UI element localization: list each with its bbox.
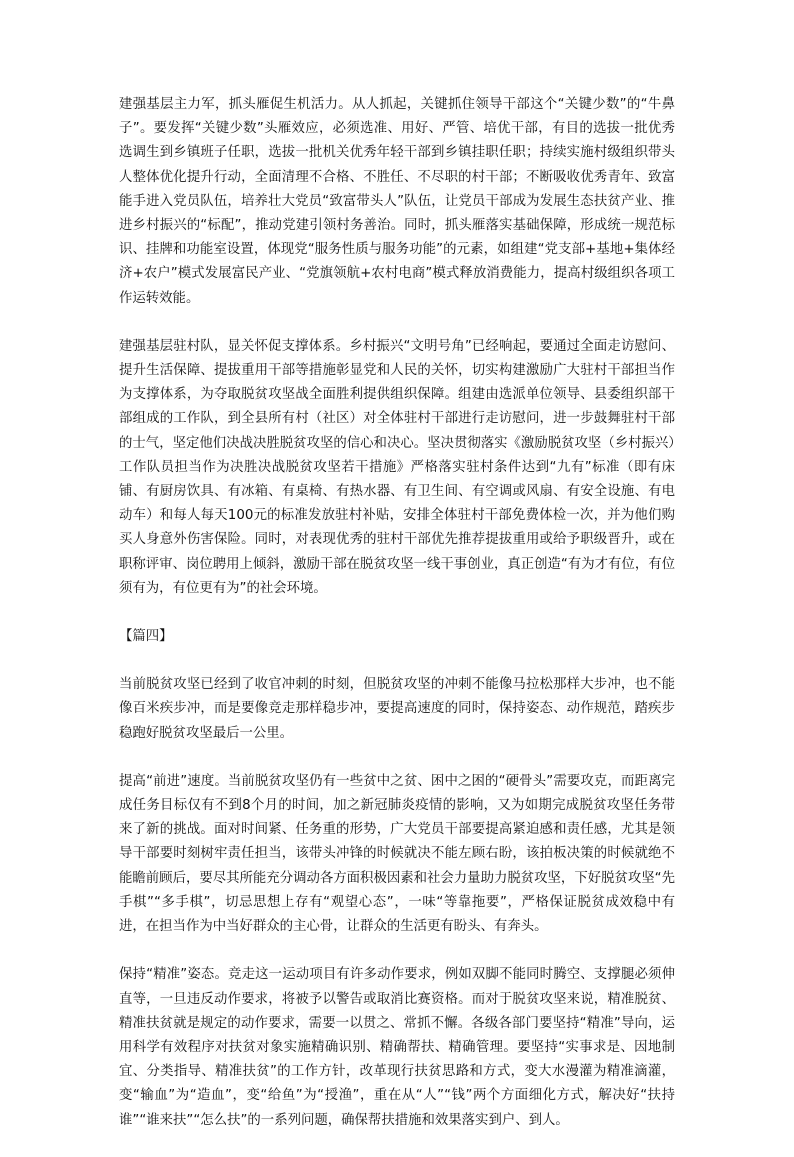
- paragraph-speed: 提高“前进”速度。当前脱贫攻坚仍有一些贫中之贫、困中之困的“硬骨头”需要攻克，而距离完成任务目标仅有不到8个月的时间，加之新冠肺炎疫情的影响，又为如期完成脱贫攻坚任务带来了新的挑战。面对时间紧、任务重的形势，广大党员干部要提高紧迫感和责任感，尤其是领导干部要时刻树牢责任担当，该带头冲锋的时候就决不能左顾右盼，该拍板决策的时候就绝不能瞻前顾后，要尽其所能充分调动各方面积极因素和社会力量助力脱贫攻坚，下好脱贫攻坚“先手棋”“多手棋”，切忌思想上存有“观望心态”，一味“等靠拖要”，严格保证脱贫成效稳中有进，在担当作为中当好群众的主心骨，让群众的生活更有盼头、有奔头。: [119, 773, 675, 935]
- paragraph-precision: 保持“精准”姿态。竞走这一运动项目有许多动作要求，例如双脚不能同时腾空、支撑腿必须伸直等，一旦违反动作要求，将被予以警告或取消比赛资格。而对于脱贫攻坚来说，精准脱贫、精准扶贫就是规定的动作要求，需要一以贯之、常抓不懈。各级各部门要坚持“精准”导向，运用科学有效程序对扶贫对象实施精确识别、精确帮扶、精确管理。要坚持“实事求是、因地制宜、分类指导、精准扶贫”的工作方针，改革现行扶贫思路和方式，变大水漫灌为精准滴灌，变“输血”为“造血”，变“给鱼”为“授渔”，重在从“人”“钱”两个方面细化方式，解决好“扶持谁”“谁来扶”“怎么扶”的一系列问题，确保帮扶措施和效果落实到户、到人。: [119, 967, 675, 1128]
- paragraph-grassroots-leaders: 建强基层主力军，抓头雁促生机活力。从人抓起，关键抓住领导干部这个“关键少数”的“牛鼻子”。要发挥“关键少数”头雁效应，必须选准、用好、严管、培优干部，有目的选拔一批优秀选调生到乡镇班子任职，选拔一批机关优秀年轻干部到乡镇挂职任职；持续实施村级组织带头人整体优化提升行动，全面清理不合格、不胜任、不尽职的村干部；不断吸收优秀青年、致富能手进入党员队伍，培养壮大党员“致富带头人”队伍，让党员干部成为发展生态扶贫产业、推进乡村振兴的“标配”，推动党建引领村务善治。同时，抓头雁落实基础保障，形成统一规范标识、挂牌和功能室设置，体现党“服务性质与服务功能”的元素，如组建“党支部+基地+集体经济+农户”模式发展富民产业、“党旗领航+农村电商”模式释放消费能力，提高村级组织各项工作运转效能。: [119, 97, 675, 306]
- paragraph-village-teams: 建强基层驻村队，显关怀促支撑体系。乡村振兴“文明号角”已经响起，要通过全面走访慰问、提升生活保障、提拔重用干部等措施彰显党和人民的关怀，切实构建激励广大驻村干部担当作为支撑体系，为夺取脱贫攻坚战全面胜利提供组织保障。组建由选派单位领导、县委组织部干部组成的工作队，到全县所有村（社区）对全体驻村干部进行走访慰问，进一步鼓舞驻村干部的士气，坚定他们决战决胜脱贫攻坚的信心和决心。坚决贯彻落实《激励脱贫攻坚（乡村振兴）工作队员担当作为决胜决战脱贫攻坚若干措施》严格落实驻村条件达到“九有”标准（即有床铺、有厨房饮具、有冰箱、有桌椅、有热水器、有卫生间、有空调或风扇、有安全设施、有电动车）和每人每天100元的标准发放驻村补贴，安排全体驻村干部免费体检一次，并为他们购买人身意外伤害保险。同时，对表现优秀的驻村干部优先推荐提拔重用或给予职级晋升，或在职称评审、岗位聘用上倾斜，激励干部在脱贫攻坚一线干事创业，真正创造“有为才有位，有位须有为，有位更有为”的社会环境。: [119, 338, 675, 596]
- section-heading: 【篇四】: [119, 629, 173, 645]
- paragraph-sprint-intro: 当前脱贫攻坚已经到了收官冲刺的时刻，但脱贫攻坚的冲刺不能像马拉松那样大步冲，也不能像百米疾步冲，而是要像竞走那样稳步冲，要提高速度的同时，保持姿态、动作规范，踏疾步稳跑好脱贫攻坚最后一公里。: [119, 677, 675, 741]
- document-page: [119, 93, 675, 1157]
